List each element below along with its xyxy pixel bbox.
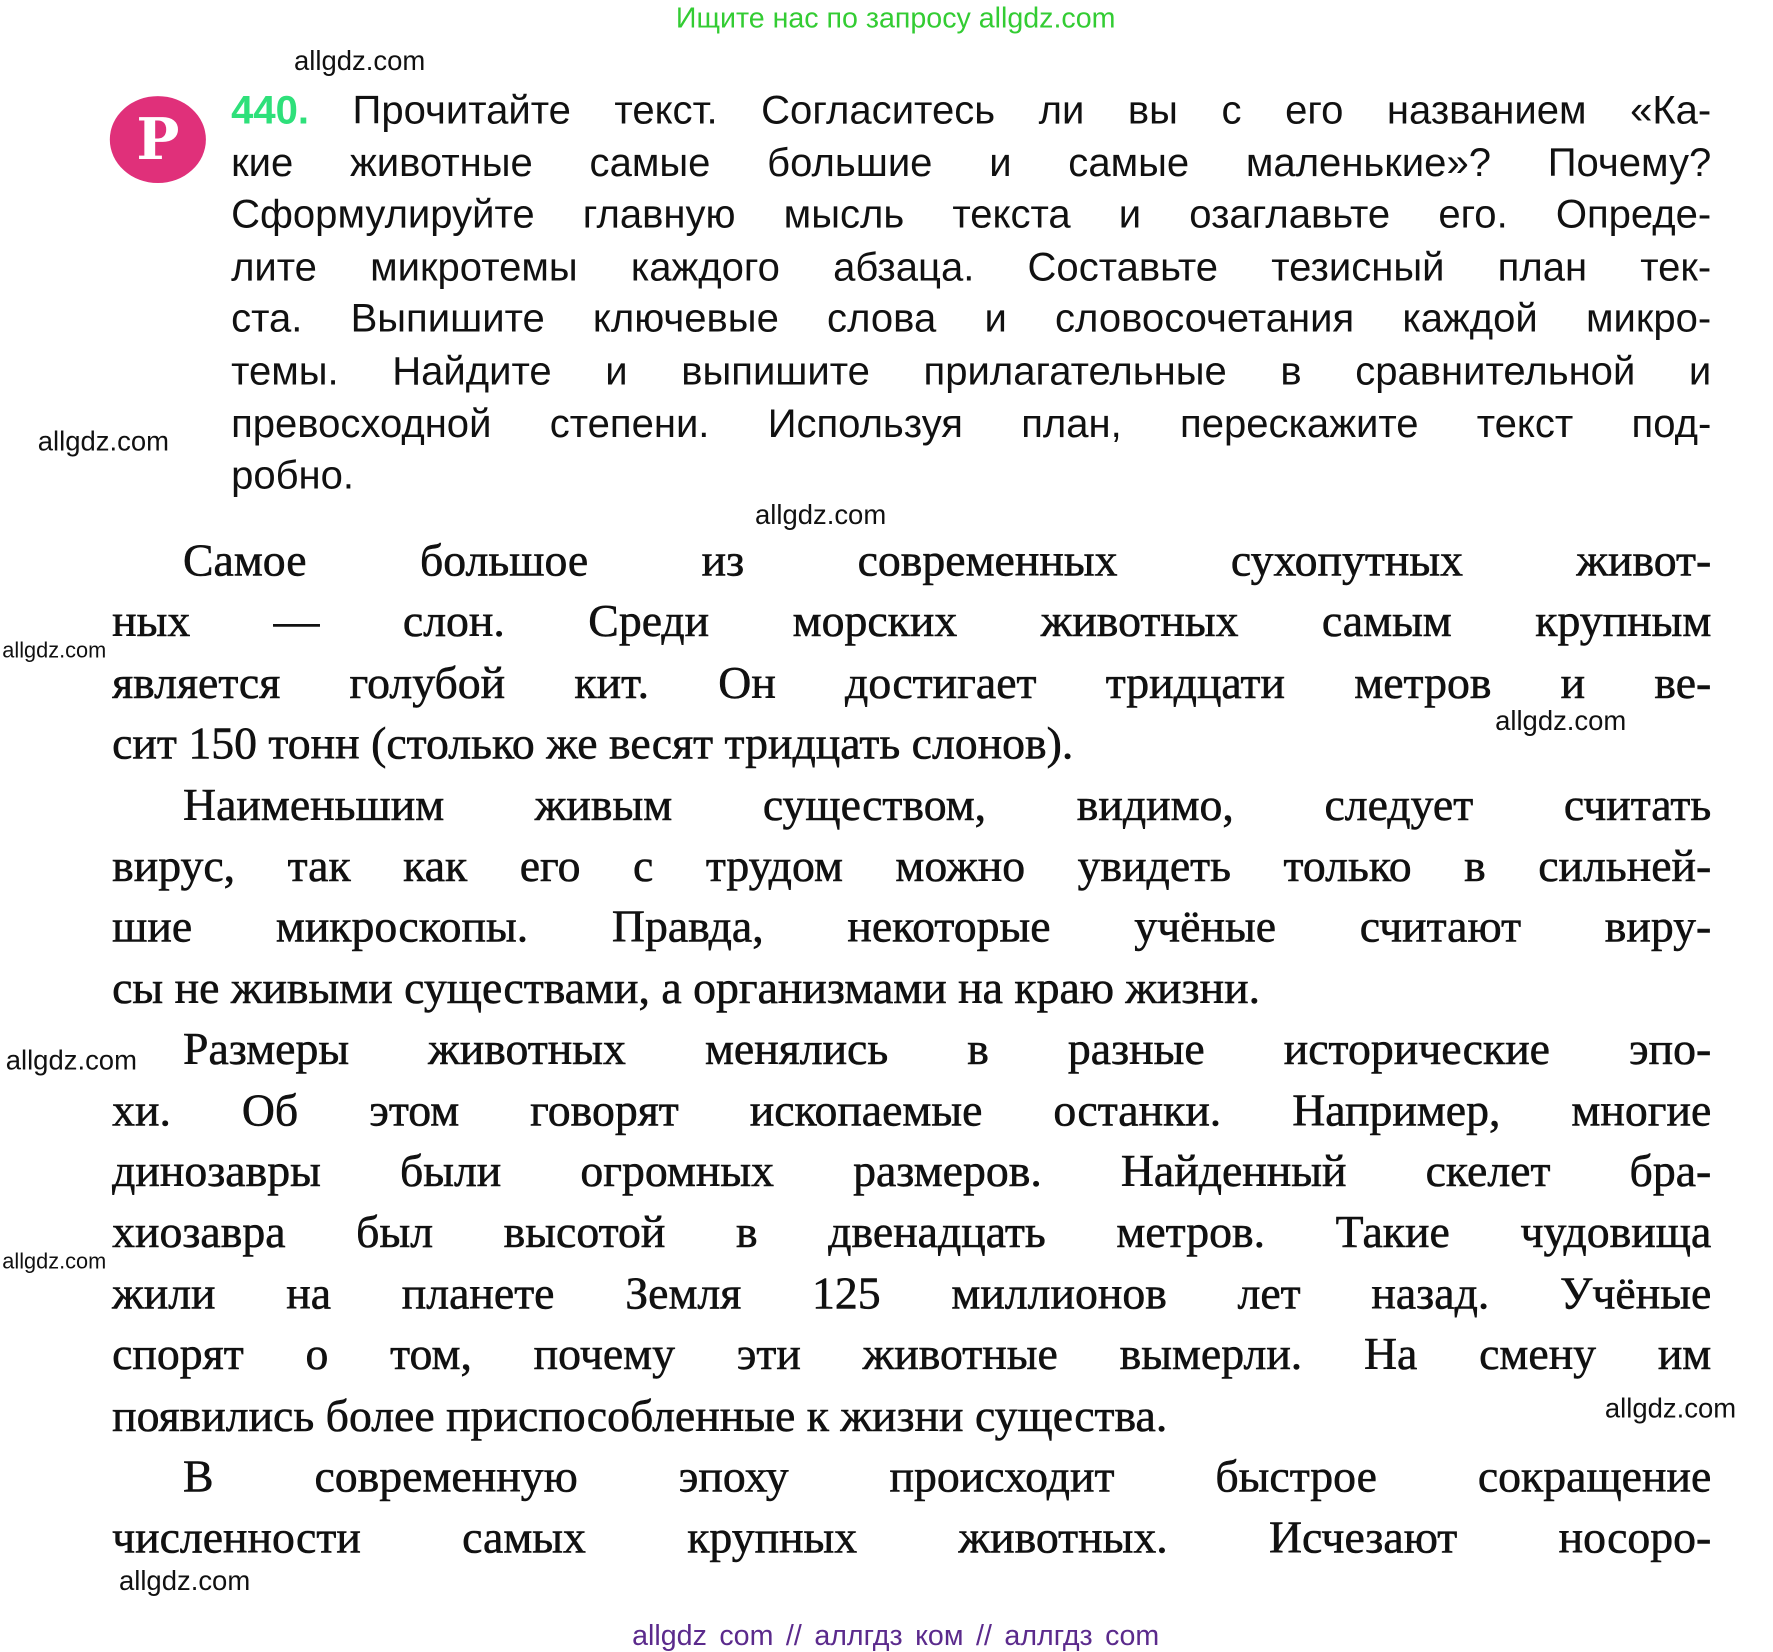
body-line: является голубой кит. Он достигает тридцати метров и ве- <box>112 656 1712 708</box>
task-line <box>231 400 1711 448</box>
task-line <box>231 296 1711 344</box>
watermark: allgdz.com <box>118 1565 251 1597</box>
section-badge-icon: Р <box>110 96 206 183</box>
body-line: спорят о том, почему эти животные вымерли. На смену им <box>112 1328 1712 1380</box>
watermark: allgdz.com <box>37 426 169 458</box>
watermark: allgdz.com <box>2 639 107 664</box>
task-line <box>231 243 1711 291</box>
body-line: Самое большое из современных сухопутных живот- <box>183 534 1712 586</box>
watermark: allgdz.com <box>754 499 887 531</box>
exercise-number: 440. <box>231 88 309 133</box>
watermark: allgdz.com <box>1495 705 1627 737</box>
task-line-text: темы. Найдите и выпишите прилагательные в сравнительной и <box>231 348 1712 394</box>
body-line: хи. Об этом говорят ископаемые останки. Например, многие <box>112 1083 1712 1136</box>
bottom-banner: allgdz com // аллгдз ком // аллгдз com <box>632 1619 1160 1652</box>
body-line: численности самых крупных животных. Исчезают носоро- <box>112 1511 1712 1564</box>
body-line: динозавры были огромных размеров. Найденный скелет бра- <box>112 1145 1712 1197</box>
task-line-text: превосходной степени. Используя план, перескажите текст под- <box>231 401 1712 446</box>
task-line <box>231 139 1711 187</box>
body-line: ных — слон. Среди морских животных самым крупным <box>112 595 1712 647</box>
body-line: Размеры животных менялись в разные исторические эпо- <box>183 1022 1712 1075</box>
task-line <box>231 87 1711 135</box>
task-line-text: ста. Выпишите ключевые слова и словосочетания каждой микро- <box>231 296 1712 342</box>
watermark: allgdz.com <box>2 1250 107 1275</box>
top-banner: Ищите нас по запросу allgdz.com <box>675 2 1116 35</box>
body-line: шие микроскопы. Правда, некоторые учёные считают виру- <box>112 900 1712 953</box>
task-line-text: лите микротемы каждого абзаца. Составьте тезисный план тек- <box>231 244 1712 290</box>
task-line-text: кие животные самые большие и самые маленькие»? Почему? <box>231 140 1712 185</box>
task-line-text: робно. <box>231 453 355 498</box>
body-line: появились более приспособленные к жизни существа. <box>112 1389 1168 1441</box>
watermark: allgdz.com <box>293 45 426 77</box>
body-line: Наименьшим живым существом, видимо, следует считать <box>183 778 1712 831</box>
body-line: вирус, так как его с трудом можно увидеть только в сильней- <box>112 839 1712 892</box>
watermark: allgdz.com <box>1604 1393 1737 1425</box>
task-line <box>231 191 1711 239</box>
body-line: жили на планете Земля 125 миллионов лет назад. Учёные <box>112 1267 1712 1319</box>
task-line <box>231 452 354 500</box>
task-line-text: Сформулируйте главную мысль текста и озаглавьте его. Опреде- <box>231 192 1712 238</box>
body-line: сит 150 тонн (столько же весят тридцать слонов). <box>112 717 1074 769</box>
body-line: сы не живыми существами, а организмами на краю жизни. <box>112 961 1261 1014</box>
body-line: хиозавра был высотой в двенадцать метров. Такие чудовища <box>112 1206 1712 1258</box>
watermark: allgdz.com <box>5 1045 137 1077</box>
task-line <box>231 348 1711 396</box>
task-line-text: Прочитайте текст. Согласитесь ли вы с его названием «Ка- <box>352 88 1712 133</box>
body-line: В современную эпоху происходит быстрое сокращение <box>183 1450 1712 1502</box>
